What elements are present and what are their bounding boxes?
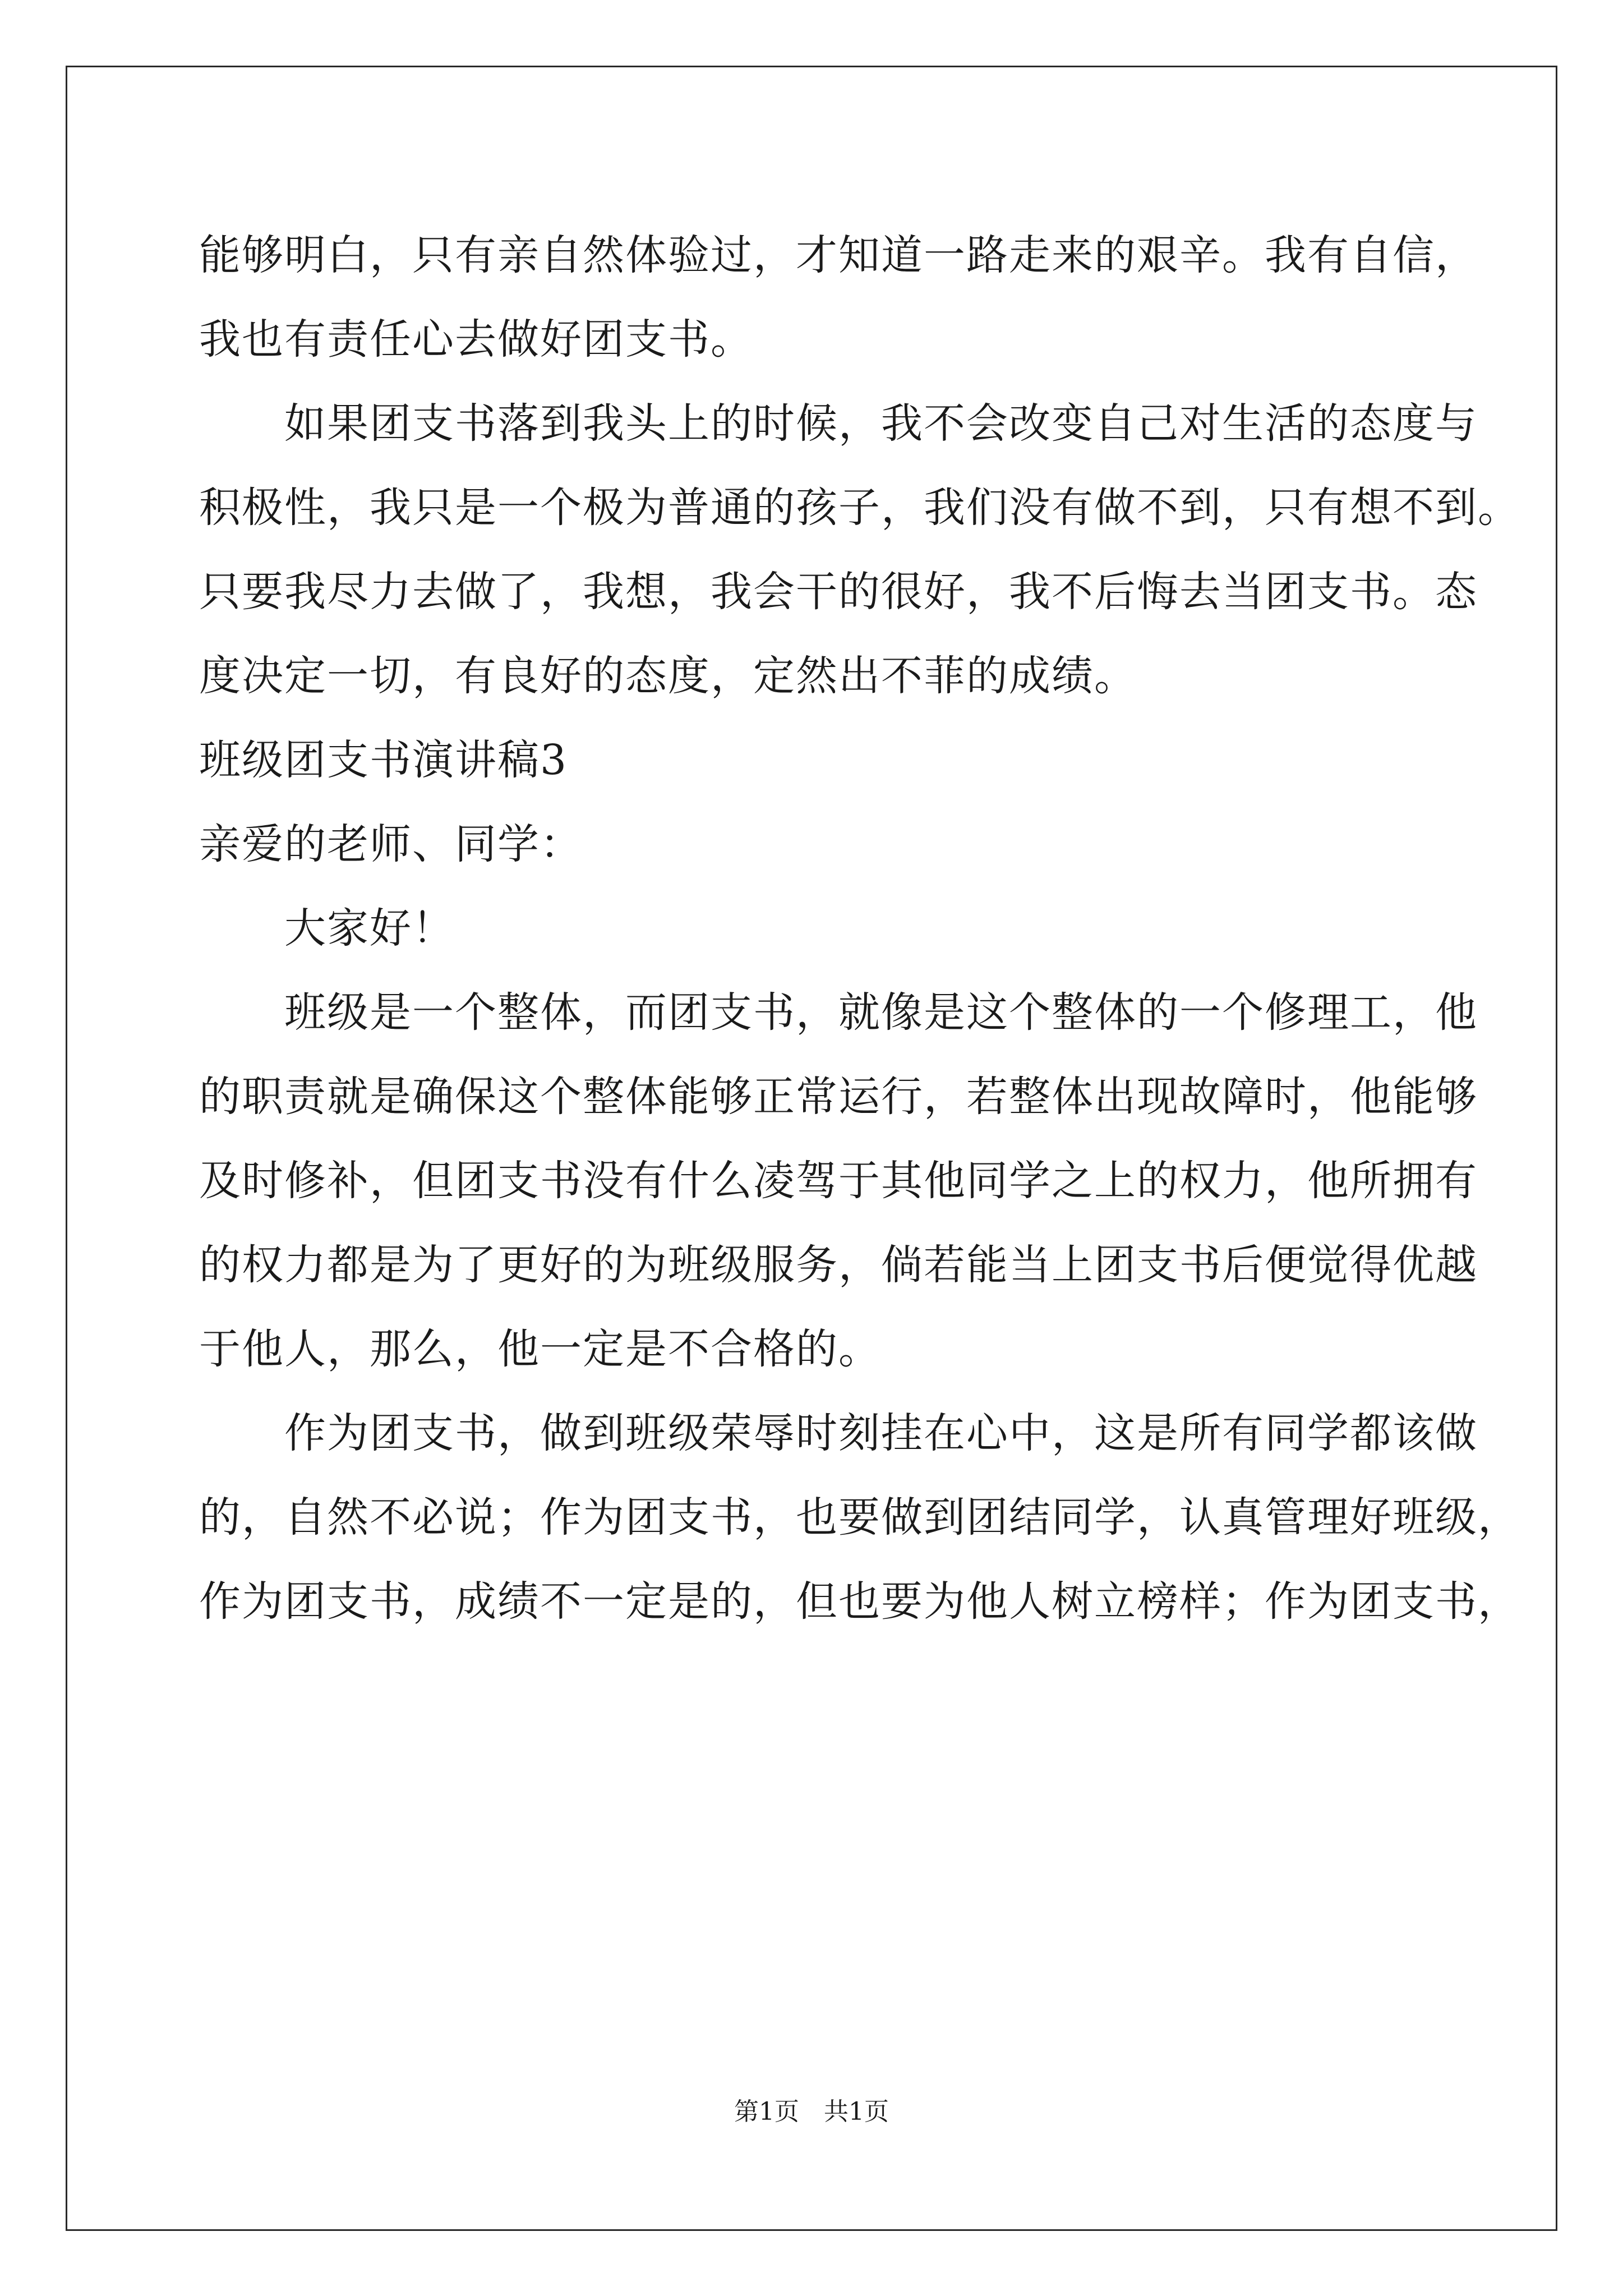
text-line: 作为团支书，做到班级荣辱时刻挂在心中，这是所有同学都该做: [199, 1409, 1478, 1457]
text-line: 班级是一个整体，而团支书，就像是这个整体的一个修理工，他: [199, 988, 1478, 1037]
salutation: 亲爱的老师、同学：: [199, 820, 583, 868]
text-line: 的职责就是确保这个整体能够正常运行，若整体出现故障时，他能够: [199, 1073, 1478, 1121]
text-line: 于他人，那么，他一定是不合格的。: [199, 1325, 881, 1373]
section-title: 班级团支书演讲稿3: [199, 736, 568, 784]
document-body: [199, 213, 1520, 1644]
text-line: 我也有责任心去做好团支书。: [199, 315, 753, 364]
greeting: 大家好！: [199, 904, 455, 953]
text-line: 只要我尽力去做了，我想，我会干的很好，我不后悔去当团支书。态: [199, 568, 1478, 616]
text-line: 如果团支书落到我头上的时候，我不会改变自己对生活的态度与: [199, 399, 1478, 448]
text-line: 积极性，我只是一个极为普通的孩子，我们没有做不到，只有想不到。: [199, 484, 1520, 532]
page-footer: 第1页 共1页: [734, 2097, 889, 2126]
text-line: 的权力都是为了更好的为班级服务，倘若能当上团支书后便觉得优越: [199, 1241, 1478, 1289]
text-line: 的，自然不必说；作为团支书，也要做到团结同学，认真管理好班级，: [199, 1493, 1520, 1542]
text-line: 及时修补，但团支书没有什么凌驾于其他同学之上的权力，他所拥有: [199, 1157, 1478, 1205]
text-line: 度决定一切，有良好的态度，定然出不菲的成绩。: [199, 652, 1137, 700]
text-line: 作为团支书，成绩不一定是的，但也要为他人树立榜样；作为团支书，: [199, 1577, 1520, 1626]
text-line: 能够明白，只有亲自然体验过，才知道一路走来的艰辛。我有自信，: [199, 231, 1478, 279]
